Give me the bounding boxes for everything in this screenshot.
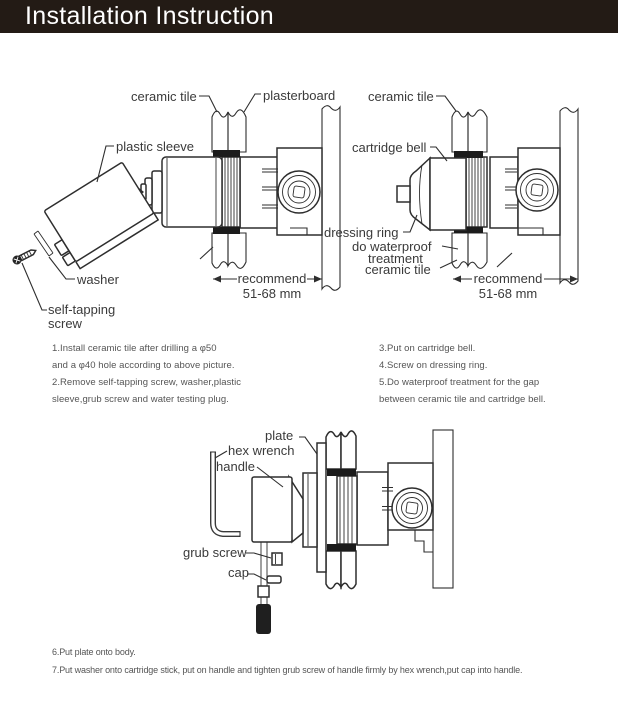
- back-wall: [560, 108, 578, 285]
- lever-grip-tip: [256, 604, 271, 634]
- instruction-line: 3.Put on cartridge bell.: [379, 343, 476, 354]
- threaded-shaft: [466, 157, 487, 227]
- dimension-range: 51-68 mm: [242, 286, 302, 301]
- cap: [267, 576, 281, 583]
- label-self-tapping-screw-line2: screw: [48, 316, 82, 331]
- back-wall: [322, 106, 340, 291]
- label-ceramic-tile-bottom: ceramic tile: [365, 262, 431, 277]
- label-ceramic-tile-top: ceramic tile: [368, 89, 434, 104]
- label-do-waterproof: do waterproof: [352, 239, 432, 254]
- seal-top: [454, 151, 483, 158]
- instruction-line: and a φ40 hole according to above picture.: [52, 360, 235, 371]
- valve-body-behind-wall: [240, 148, 322, 235]
- dimension-recommend: [453, 271, 578, 301]
- diagram-step1-valve-in-wall: [11, 88, 340, 331]
- grub-screw: [272, 553, 282, 565]
- page-title: Installation Instruction: [25, 2, 274, 30]
- cartridge-bell: [397, 158, 466, 230]
- instruction-line: 6.Put plate onto body.: [52, 647, 136, 657]
- label-dressing-ring: dressing ring: [324, 225, 399, 240]
- instructions-steps-1-2: [52, 340, 241, 408]
- handle-assembly: [252, 473, 317, 634]
- dimension-label: recommend: [473, 271, 543, 286]
- label-plastic-sleeve: plastic sleeve: [116, 139, 195, 154]
- seal-bottom: [327, 544, 356, 551]
- valve-body-behind-wall: [490, 148, 560, 235]
- diagram-step2-cartridge-bell: [324, 89, 578, 301]
- dimension-label: recommend: [237, 271, 307, 286]
- label-plasterboard: plasterboard: [263, 88, 336, 103]
- label-cap: cap: [228, 565, 249, 580]
- instruction-line: sleeve,grub screw and water testing plug.: [52, 394, 229, 405]
- instruction-line: 4.Screw on dressing ring.: [379, 360, 488, 371]
- label-cartridge-bell: cartridge bell: [352, 140, 427, 155]
- label-grub-screw: grub screw: [183, 545, 247, 560]
- instruction-line: 2.Remove self-tapping screw, washer,plastic: [52, 377, 242, 388]
- label-plate: plate: [265, 428, 294, 443]
- label-hex-wrench: hex wrench: [228, 443, 295, 458]
- washer: [34, 231, 53, 256]
- label-handle: handle: [216, 459, 256, 474]
- seal-top: [213, 150, 240, 157]
- plate: [317, 443, 326, 572]
- back-wall: [433, 430, 453, 588]
- seal-bottom: [213, 227, 240, 234]
- threaded-shaft: [337, 476, 357, 544]
- diagram-step3-handle-assembly: [183, 428, 453, 634]
- instruction-line: 1.Install ceramic tile after drilling a φ50: [52, 343, 217, 354]
- label-treatment: treatment: [368, 251, 423, 266]
- valve-body-behind-wall: [357, 463, 433, 552]
- dimension-recommend: [213, 271, 322, 301]
- self-tapping-screw: [11, 246, 38, 266]
- instruction-line: 5.Do waterproof treatment for the gap: [379, 377, 540, 388]
- threaded-shaft: [222, 157, 240, 227]
- dimension-range: 51-68 mm: [478, 286, 538, 301]
- instruction-line: 7.Put washer onto cartridge stick, put on handle and tighten grub screw of handle firmly by hex wrench,put cap into handle.: [52, 665, 523, 675]
- seal-top: [327, 469, 356, 476]
- label-washer: washer: [77, 272, 119, 287]
- instructions-steps-3-5: [379, 340, 546, 408]
- label-self-tapping-screw-line1: self-tapping: [48, 302, 116, 317]
- instructions-steps-6-7: [52, 643, 522, 679]
- instruction-line: between ceramic tile and cartridge bell.: [379, 394, 546, 405]
- label-ceramic-tile: ceramic tile: [131, 89, 197, 104]
